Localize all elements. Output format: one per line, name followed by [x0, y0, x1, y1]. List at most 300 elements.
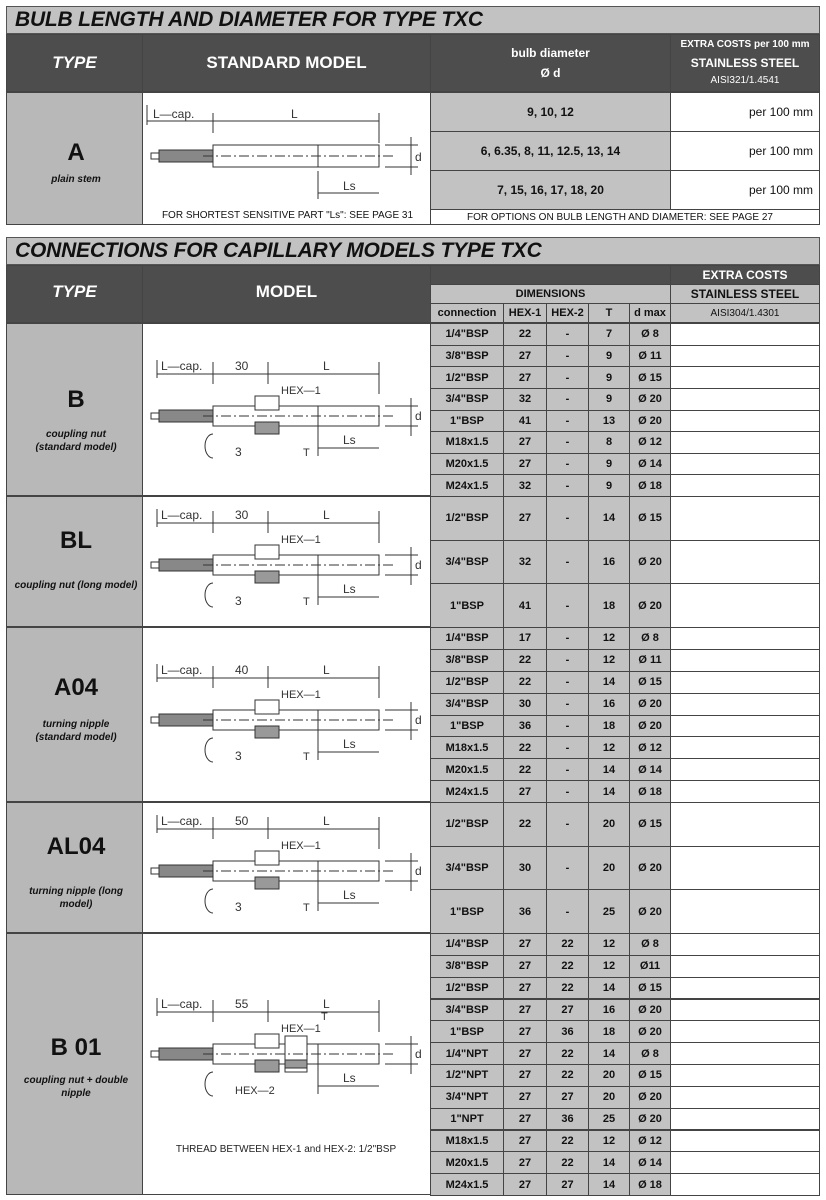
s2-cell-t: 12 [588, 649, 630, 672]
s2-cell-connection: 1/4"BSP [430, 627, 504, 650]
s2-cell-hex1: 27 [503, 366, 547, 389]
s2-cell-t: 20 [588, 1086, 630, 1109]
s2-cell-hex1: 41 [503, 583, 547, 628]
s2-type-desc [7, 718, 145, 744]
s1-l-label: L [291, 107, 298, 121]
s2-cell-hex2: 36 [546, 1108, 589, 1131]
d-label: d [415, 558, 422, 572]
hex1-label: HEX—1 [281, 1023, 321, 1035]
s1-header-extra-line3: AISI321/1.4541 [710, 75, 780, 86]
s2-cell-hex2: - [546, 410, 589, 433]
s2-cell-hex2: - [546, 453, 589, 476]
s2-cell-t: 9 [588, 366, 630, 389]
s2-cell-t: 14 [588, 496, 630, 541]
s2-cost-cell [670, 802, 820, 847]
s2-cell-hex2: 22 [546, 933, 589, 956]
s2-cell-connection: M20x1.5 [430, 1151, 504, 1174]
s2-cost-cell [670, 474, 820, 497]
s2-cell-t: 18 [588, 715, 630, 738]
s2-cost-cell [670, 540, 820, 585]
s2-cell-hex2: 27 [546, 999, 589, 1022]
ls-label: Ls [343, 1071, 356, 1085]
plain-stem-diagram [143, 93, 430, 211]
s2-cell-hex1: 22 [503, 323, 547, 346]
s2-cell-hex2: - [546, 889, 589, 934]
lcap-label: L—cap. [161, 508, 203, 522]
s2-cost-cell [670, 627, 820, 650]
s2-cell-hex1: 32 [503, 388, 547, 411]
t-label: T [303, 447, 310, 459]
s2-cell-dmax: Ø 14 [629, 1151, 671, 1174]
b01-model-diagram [143, 934, 430, 1194]
s2-cell-dmax: Ø 12 [629, 431, 671, 454]
s2-cell-t: 9 [588, 474, 630, 497]
s2-cell-t: 18 [588, 583, 630, 628]
s2-header-aisi: AISI304/1.4301 [670, 303, 820, 323]
s2-cell-hex2: - [546, 846, 589, 891]
s2-cell-connection: M24x1.5 [430, 780, 504, 803]
s2-cell-dmax: Ø 15 [629, 802, 671, 847]
s2-cell-hex1: 27 [503, 1064, 547, 1087]
s2-cell-t: 14 [588, 671, 630, 694]
s2-cell-dmax: Ø 20 [629, 999, 671, 1022]
s2-cell-dmax: Ø 20 [629, 540, 671, 585]
s2-col-dmax: d max [629, 303, 671, 323]
s2-cost-cell [670, 1151, 820, 1174]
s2-cell-t: 16 [588, 693, 630, 716]
s2-cell-t: 9 [588, 345, 630, 368]
s2-cell-dmax: Ø 14 [629, 758, 671, 781]
s2-cell-dmax: Ø 15 [629, 496, 671, 541]
s2-type-desc [7, 428, 145, 454]
s2-cell-hex1: 22 [503, 649, 547, 672]
s2-cell-connection: 1/2"NPT [430, 1064, 504, 1087]
s1-footnote-left: FOR SHORTEST SENSITIVE PART "Ls": SEE PAGE 31 [161, 210, 414, 221]
s2-type-letter: BL [60, 527, 92, 554]
s2-cell-hex2: 27 [546, 1173, 589, 1196]
s2-cost-cell [670, 758, 820, 781]
s2-cell-hex2: - [546, 474, 589, 497]
s2-cell-hex2: - [546, 431, 589, 454]
s2-cell-hex2: 22 [546, 955, 589, 978]
ls-label: Ls [343, 582, 356, 596]
s2-cell-hex1: 27 [503, 955, 547, 978]
s2-cell-hex2: - [546, 583, 589, 628]
s2-cell-dmax: Ø 14 [629, 453, 671, 476]
s2-cell-connection: 1"BSP [430, 410, 504, 433]
s2-cell-hex2: - [546, 649, 589, 672]
s2-cell-connection: M18x1.5 [430, 1130, 504, 1153]
s2-cell-hex1: 27 [503, 1130, 547, 1153]
s2-type-letter: AL04 [46, 833, 106, 860]
s2-cost-cell [670, 1130, 820, 1153]
s2-cell-connection: 3/4"BSP [430, 999, 504, 1022]
s2-cost-cell [670, 366, 820, 389]
s1-d-label: d [415, 150, 422, 164]
s2-cell-hex2: - [546, 540, 589, 585]
s2-cell-hex2: - [546, 715, 589, 738]
s2-cost-cell [670, 846, 820, 891]
s2-cell-hex1: 27 [503, 1042, 547, 1065]
s2-cell-hex2: - [546, 388, 589, 411]
s2-cell-hex1: 27 [503, 1151, 547, 1174]
s1-diam-row3: 7, 15, 16, 17, 18, 20 [430, 170, 671, 210]
s2-cell-connection: 3/8"BSP [430, 649, 504, 672]
s1-cost-row3: per 100 mm [670, 170, 820, 210]
three-label: 3 [235, 749, 242, 763]
s1-header-extra-line2: STAINLESS STEEL [690, 56, 800, 70]
hex1-label: HEX—1 [281, 689, 321, 701]
s2-cell-hex2: 27 [546, 1086, 589, 1109]
s2-type-cell-2 [6, 627, 143, 802]
s2-cell-hex1: 27 [503, 780, 547, 803]
t-label: T [303, 751, 310, 763]
s2-cell-hex1: 22 [503, 671, 547, 694]
s2-cost-cell [670, 388, 820, 411]
s1-cost-row2: per 100 mm [670, 131, 820, 171]
s2-cell-hex2: 22 [546, 1064, 589, 1087]
s2-cell-t: 14 [588, 1173, 630, 1196]
s2-col-t: T [588, 303, 630, 323]
s2-cell-dmax: Ø 11 [629, 649, 671, 672]
s2-cell-dmax: Ø 15 [629, 366, 671, 389]
s1-header-model: STANDARD MODEL [142, 34, 431, 92]
s2-cell-t: 9 [588, 453, 630, 476]
length-a-label: 30 [235, 508, 249, 522]
s2-cell-dmax: Ø 15 [629, 1064, 671, 1087]
s2-type-cell-4 [6, 933, 143, 1195]
s2-cell-hex2: - [546, 627, 589, 650]
s1-header-bulb [430, 34, 671, 92]
s2-cost-cell [670, 889, 820, 934]
s2-cost-cell [670, 1020, 820, 1043]
s2-cell-dmax: Ø 20 [629, 889, 671, 934]
s2-cell-t: 7 [588, 323, 630, 346]
hex1-label: HEX—1 [281, 385, 321, 397]
s2-cell-dmax: Ø 15 [629, 671, 671, 694]
s2-cell-connection: 1"BSP [430, 1020, 504, 1043]
s2-type-letter: A04 [53, 674, 99, 701]
s2-header-dimensions: DIMENSIONS [430, 284, 671, 304]
s2-cost-cell [670, 649, 820, 672]
s2-cost-cell [670, 1042, 820, 1065]
al04-model-diagram [143, 803, 430, 932]
s2-col-hex1: HEX-1 [503, 303, 547, 323]
s2-cost-cell [670, 736, 820, 759]
d-label: d [415, 1047, 422, 1061]
s2-cell-hex1: 30 [503, 693, 547, 716]
s2-cell-hex1: 27 [503, 999, 547, 1022]
s2-cell-connection: M24x1.5 [430, 1173, 504, 1196]
s2-cell-dmax: Ø 20 [629, 1020, 671, 1043]
length-a-label: 30 [235, 359, 249, 373]
s2-cell-dmax: Ø 20 [629, 1108, 671, 1131]
s2-cell-hex2: - [546, 802, 589, 847]
s2-cost-cell [670, 977, 820, 1000]
s2-cost-cell [670, 693, 820, 716]
s2-cell-connection: 1"BSP [430, 889, 504, 934]
s2-cell-t: 14 [588, 1042, 630, 1065]
s2-cell-dmax: Ø 20 [629, 583, 671, 628]
s1-header-bulb-line2: Ø d [540, 66, 561, 80]
s2-cell-connection: M24x1.5 [430, 474, 504, 497]
s2-cell-t: 13 [588, 410, 630, 433]
ls-label: Ls [343, 888, 356, 902]
b-model-diagram [143, 324, 430, 495]
s2-type-cell-3 [6, 802, 143, 933]
s2-cell-dmax: Ø 18 [629, 780, 671, 803]
s2-cell-hex1: 27 [503, 977, 547, 1000]
s2-col-hex2: HEX-2 [546, 303, 589, 323]
l-label: L [323, 663, 330, 677]
s2-cell-connection: 1/4"BSP [430, 933, 504, 956]
s2-cell-hex1: 41 [503, 410, 547, 433]
s2-cell-dmax: Ø 11 [629, 345, 671, 368]
s2-cell-hex2: - [546, 345, 589, 368]
s2-cell-dmax: Ø 18 [629, 1173, 671, 1196]
s2-cell-dmax: Ø 8 [629, 323, 671, 346]
d-label: d [415, 713, 422, 727]
s2-header-type: TYPE [6, 265, 143, 323]
s2-cell-hex1: 22 [503, 758, 547, 781]
s2-cell-connection: 1/2"BSP [430, 802, 504, 847]
s2-diagram-cell-3 [142, 802, 431, 933]
lcap-label: L—cap. [161, 997, 203, 1011]
length-a-label: 50 [235, 814, 249, 828]
s2-diagram-cell-1 [142, 496, 431, 627]
hex2-label: HEX—2 [235, 1085, 275, 1097]
s2-type-cell-1 [6, 496, 143, 627]
s2-cell-t: 9 [588, 388, 630, 411]
s1-header-extra-line1: EXTRA COSTS per 100 mm [680, 39, 810, 50]
s2-cost-cell [670, 453, 820, 476]
ls-label: Ls [343, 737, 356, 751]
s2-cell-hex1: 27 [503, 431, 547, 454]
s2-type-desc-line1: coupling nut [46, 429, 106, 440]
s2-type-desc-line1: turning nipple (long [29, 886, 123, 897]
s2-cell-hex2: - [546, 758, 589, 781]
s2-cell-t: 16 [588, 999, 630, 1022]
s2-cell-hex1: 36 [503, 889, 547, 934]
s2-cell-connection: 3/8"BSP [430, 955, 504, 978]
s2-type-letter: B 01 [50, 1034, 102, 1061]
s2-cost-cell [670, 431, 820, 454]
s1-footnote-right: FOR OPTIONS ON BULB LENGTH AND DIAMETER: SEE PAGE 27 [430, 209, 820, 225]
s2-cell-dmax: Ø 20 [629, 693, 671, 716]
s2-cost-cell [670, 1108, 820, 1131]
l-label: L [323, 508, 330, 522]
s2-cell-hex1: 27 [503, 496, 547, 541]
s2-cell-t: 12 [588, 627, 630, 650]
s2-cell-connection: M18x1.5 [430, 736, 504, 759]
hex1-label: HEX—1 [281, 534, 321, 546]
s1-diagram-cell [142, 92, 431, 225]
s2-cost-cell [670, 999, 820, 1022]
d-label: d [415, 409, 422, 423]
s2-cell-hex1: 27 [503, 345, 547, 368]
s2-type-cell-0 [6, 323, 143, 496]
s2-cell-t: 12 [588, 736, 630, 759]
s2-cell-t: 16 [588, 540, 630, 585]
s2-cell-t: 8 [588, 431, 630, 454]
section2-title: CONNECTIONS FOR CAPILLARY MODELS TYPE TXC [6, 237, 820, 265]
three-label: 3 [235, 900, 242, 914]
s1-lcap-label: L—cap. [153, 107, 195, 121]
s1-type-cell [6, 92, 143, 225]
s2-cell-dmax: Ø 8 [629, 1042, 671, 1065]
s2-diagram-cell-0 [142, 323, 431, 496]
length-a-label: 40 [235, 663, 249, 677]
s2-type-desc [7, 885, 145, 911]
length-a-label: 55 [235, 997, 249, 1011]
s1-diam-row2: 6, 6.35, 8, 11, 12.5, 13, 14 [430, 131, 671, 171]
three-label: 3 [235, 445, 242, 459]
s2-cost-cell [670, 410, 820, 433]
s2-cell-hex2: - [546, 496, 589, 541]
s2-cell-hex2: - [546, 323, 589, 346]
lcap-label: L—cap. [161, 814, 203, 828]
s2-header-blank [430, 265, 671, 285]
s2-cost-cell [670, 955, 820, 978]
s1-type-letter: A [67, 139, 85, 166]
l-label: L [323, 814, 330, 828]
s2-cell-connection: M20x1.5 [430, 758, 504, 781]
l-label: L [323, 359, 330, 373]
lcap-label: L—cap. [161, 359, 203, 373]
s2-cell-connection: 1"NPT [430, 1108, 504, 1131]
s2-cell-t: 12 [588, 1130, 630, 1153]
a04-model-diagram [143, 628, 430, 801]
s2-cell-t: 18 [588, 1020, 630, 1043]
three-label: 3 [235, 594, 242, 608]
s2-cell-dmax: Ø 8 [629, 933, 671, 956]
s2-cell-hex1: 27 [503, 933, 547, 956]
s2-cell-hex2: - [546, 366, 589, 389]
s1-type-desc: plain stem [51, 174, 101, 185]
s2-cell-hex1: 17 [503, 627, 547, 650]
s2-cell-hex2: 22 [546, 977, 589, 1000]
section1-title: BULB LENGTH AND DIAMETER FOR TYPE TXC [6, 6, 820, 34]
s2-cell-hex2: - [546, 671, 589, 694]
s2-cost-cell [670, 345, 820, 368]
s2-cell-t: 25 [588, 1108, 630, 1131]
t-label: T [303, 902, 310, 914]
s2-type-desc-line2: model) [59, 899, 93, 910]
s2-cell-hex1: 27 [503, 1020, 547, 1043]
s2-cell-connection: M18x1.5 [430, 431, 504, 454]
s2-cell-t: 14 [588, 1151, 630, 1174]
s2-diagram-cell-2 [142, 627, 431, 802]
s2-cell-hex1: 32 [503, 540, 547, 585]
s2-cost-cell [670, 1086, 820, 1109]
s2-type-desc-line2: (standard model) [35, 442, 117, 453]
s2-type-desc-line1: coupling nut (long model) [14, 580, 138, 591]
s2-cell-dmax: Ø 20 [629, 1086, 671, 1109]
s2-type-desc [7, 579, 145, 592]
s2-cell-hex1: 22 [503, 802, 547, 847]
s2-cost-cell [670, 780, 820, 803]
s2-cost-cell [670, 671, 820, 694]
s1-cost-row1: per 100 mm [670, 92, 820, 132]
s2-cell-dmax: Ø 20 [629, 715, 671, 738]
s2-cell-hex2: 22 [546, 1130, 589, 1153]
s2-cell-connection: 3/4"BSP [430, 388, 504, 411]
s2-cell-connection: 1/2"BSP [430, 496, 504, 541]
s2-cost-cell [670, 583, 820, 628]
s2-cell-t: 12 [588, 955, 630, 978]
s2-cost-cell [670, 933, 820, 956]
l-label: L [323, 997, 330, 1011]
s1-diam-row1: 9, 10, 12 [430, 92, 671, 132]
d-label: d [415, 864, 422, 878]
hex1-label: HEX—1 [281, 840, 321, 852]
s2-header-extra: EXTRA COSTS [670, 265, 820, 285]
s2-cell-dmax: Ø 20 [629, 410, 671, 433]
s2-cell-connection: 3/8"BSP [430, 345, 504, 368]
s2-cell-t: 14 [588, 977, 630, 1000]
s2-cell-connection: 3/4"BSP [430, 846, 504, 891]
s1-header-extra [670, 34, 820, 92]
s2-cell-connection: 1/2"BSP [430, 977, 504, 1000]
s2-cell-t: 14 [588, 780, 630, 803]
ls-label: Ls [343, 433, 356, 447]
s2-cell-hex2: 22 [546, 1042, 589, 1065]
s2-cell-connection: 1"BSP [430, 583, 504, 628]
s1-ls-label: Ls [343, 179, 356, 193]
s2-cell-dmax: Ø 20 [629, 388, 671, 411]
bl-model-diagram [143, 497, 430, 626]
s2-cell-connection: M20x1.5 [430, 453, 504, 476]
s2-cell-hex1: 27 [503, 453, 547, 476]
s2-type-desc-line2: nipple [61, 1088, 91, 1099]
s2-cell-t: 12 [588, 933, 630, 956]
s2-cell-hex1: 27 [503, 1173, 547, 1196]
s2-cell-connection: 1"BSP [430, 715, 504, 738]
s2-cell-connection: 1/2"BSP [430, 366, 504, 389]
s2-cell-hex2: 22 [546, 1151, 589, 1174]
s1-header-bulb-line1: bulb diameter [511, 46, 590, 60]
s2-header-model: MODEL [142, 265, 431, 323]
s2-col-connection: connection [430, 303, 504, 323]
t-label: T [321, 1011, 328, 1023]
s2-cell-hex2: 36 [546, 1020, 589, 1043]
s2-type-desc-line1: coupling nut + double [23, 1075, 129, 1086]
s2-cell-dmax: Ø 12 [629, 1130, 671, 1153]
s2-cell-dmax: Ø 18 [629, 474, 671, 497]
s2-cell-t: 20 [588, 846, 630, 891]
s2-cell-connection: 1/4"BSP [430, 323, 504, 346]
s2-cost-cell [670, 1064, 820, 1087]
s2-header-stainless: STAINLESS STEEL [670, 284, 820, 304]
s2-cell-hex2: - [546, 780, 589, 803]
s2-cell-hex1: 32 [503, 474, 547, 497]
s2-cost-cell [670, 496, 820, 541]
s2-cell-hex1: 22 [503, 736, 547, 759]
s2-cell-hex2: - [546, 736, 589, 759]
s2-cell-connection: 3/4"BSP [430, 540, 504, 585]
s2-cell-hex1: 27 [503, 1108, 547, 1131]
s2-cell-dmax: Ø 12 [629, 736, 671, 759]
s2-cell-connection: 3/4"BSP [430, 693, 504, 716]
s2-type-desc [7, 1074, 145, 1100]
s2-type-letter: B [67, 386, 85, 413]
lcap-label: L—cap. [161, 663, 203, 677]
s2-cell-t: 25 [588, 889, 630, 934]
s1-header-type: TYPE [6, 34, 143, 92]
s2-cell-t: 14 [588, 758, 630, 781]
s2-type-desc-line1: turning nipple [42, 719, 110, 730]
s2-cell-dmax: Ø 8 [629, 627, 671, 650]
